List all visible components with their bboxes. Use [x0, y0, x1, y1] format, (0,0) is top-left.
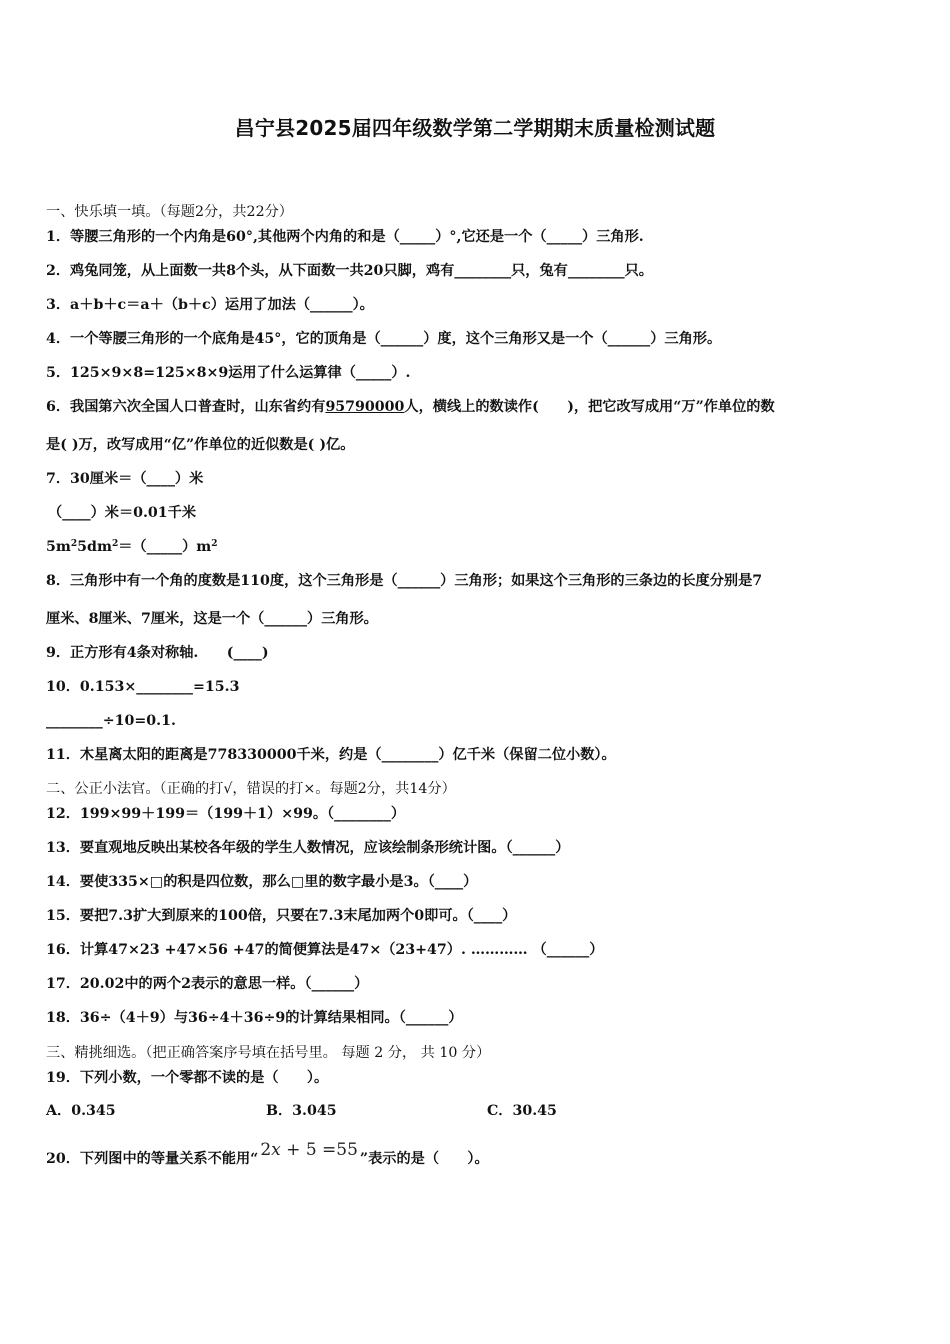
question-6-line-1 — [46, 398, 775, 416]
question-15: 15．要把7.3扩大到原来的100倍，只要在7.3末尾加两个0即可。（____） — [46, 908, 517, 924]
question-1: 1．等腰三角形的一个内角是60°,其他两个内角的和是（_____）°,它还是一个（_____）三角形. — [46, 229, 644, 245]
question-18: 18．36÷（4＋9）与36÷4＋36÷9的计算结果相同。（______） — [46, 1010, 463, 1026]
equation-image — [260, 1141, 358, 1159]
question-19-option-b: B．3.045 — [266, 1103, 337, 1119]
question-19-option-c: C．30.45 — [487, 1103, 557, 1119]
question-5: 5．125×9×8=125×8×9运用了什么运算律（_____）. — [46, 365, 411, 381]
eq-coef: 2 — [260, 1140, 272, 1160]
question-7-b: （____）米＝0.01千米 — [48, 505, 197, 521]
q7c-mid: 5dm — [77, 539, 112, 555]
section-3-header: 三、精挑细选。（把正确答案序号填在括号里。 每题 2 分， 共 10 分） — [46, 1045, 491, 1061]
question-4: 4．一个等腰三角形的一个底角是45°，它的顶角是（______）度，这个三角形又是一个（______）三角形。 — [46, 331, 722, 347]
question-8-line-1: 8．三角形中有一个角的度数是110度，这个三角形是（______）三角形；如果这个三角形的三条边的长度分别是7 — [46, 573, 763, 589]
question-17: 17．20.02中的两个2表示的意思一样。（______） — [46, 976, 369, 992]
q7c-post: ＝（_____）m — [118, 539, 212, 555]
question-20 — [46, 1140, 489, 1168]
question-20-post: ”表示的是（ ）。 — [359, 1151, 489, 1167]
question-8-line-2: 厘米、8厘米、7厘米，这是一个（______）三角形。 — [46, 611, 378, 627]
q7c-sup2: 2 — [111, 539, 119, 549]
q7c-sup3: 2 — [211, 539, 218, 549]
question-12: 12．199×99＋199＝（199＋1）×99。（________） — [46, 806, 406, 822]
question-2: 2．鸡兔同笼，从上面数一共8个头，从下面数一共20只脚，鸡有________只，兔有________只。 — [46, 263, 653, 279]
question-6-text-a: 6．我国第六次全国人口普查时，山东省约有 — [46, 399, 326, 415]
question-10-a: 10．0.153×________=15.3 — [46, 679, 240, 695]
question-14: 14．要使335×□的积是四位数，那么□里的数字最小是3。（____） — [46, 874, 478, 890]
question-7-a: 7．30厘米＝（____）米 — [46, 471, 204, 487]
question-13: 13．要直观地反映出某校各年级的学生人数情况，应该绘制条形统计图。（______） — [46, 840, 570, 856]
question-6-number: 95790000 — [325, 399, 405, 415]
q7c-sup1: 2 — [70, 539, 78, 549]
question-7-c — [46, 538, 218, 556]
question-3: 3．a＋b＋c＝a＋（b＋c）运用了加法（______）。 — [46, 297, 374, 313]
question-10-b: ________÷10=0.1. — [46, 713, 176, 729]
eq-rest: + 5 =55 — [280, 1140, 358, 1160]
eq-var: x — [271, 1140, 281, 1160]
question-16: 16．计算47×23 +47×56 +47的简便算法是47×（23+47）. ………… （______） — [46, 942, 604, 958]
question-19-stem: 19．下列小数，一个零都不读的是（ ）。 — [46, 1070, 329, 1086]
page-title: 昌宁县2025届四年级数学第二学期期末质量检测试题 — [234, 116, 716, 140]
question-6-text-b: 人，横线上的数读作( )，把它改写成用“万”作单位的数 — [404, 399, 775, 415]
question-20-pre: 20．下列图中的等量关系不能用“ — [46, 1151, 259, 1167]
question-6-line-2: 是( )万，改写成用“亿”作单位的近似数是( )亿。 — [46, 437, 355, 453]
q7c-pre: 5m — [46, 539, 71, 555]
question-9: 9．正方形有4条对称轴. (____) — [46, 645, 269, 661]
question-11: 11．木星离太阳的距离是778330000千米，约是（________）亿千米（保留二位小数）。 — [46, 747, 616, 763]
section-1-header: 一、快乐填一填。（每题2分，共22分） — [46, 204, 293, 220]
section-2-header: 二、公正小法官。（正确的打√，错误的打×。每题2分，共14分） — [46, 781, 456, 797]
question-19-option-a: A．0.345 — [46, 1103, 116, 1119]
